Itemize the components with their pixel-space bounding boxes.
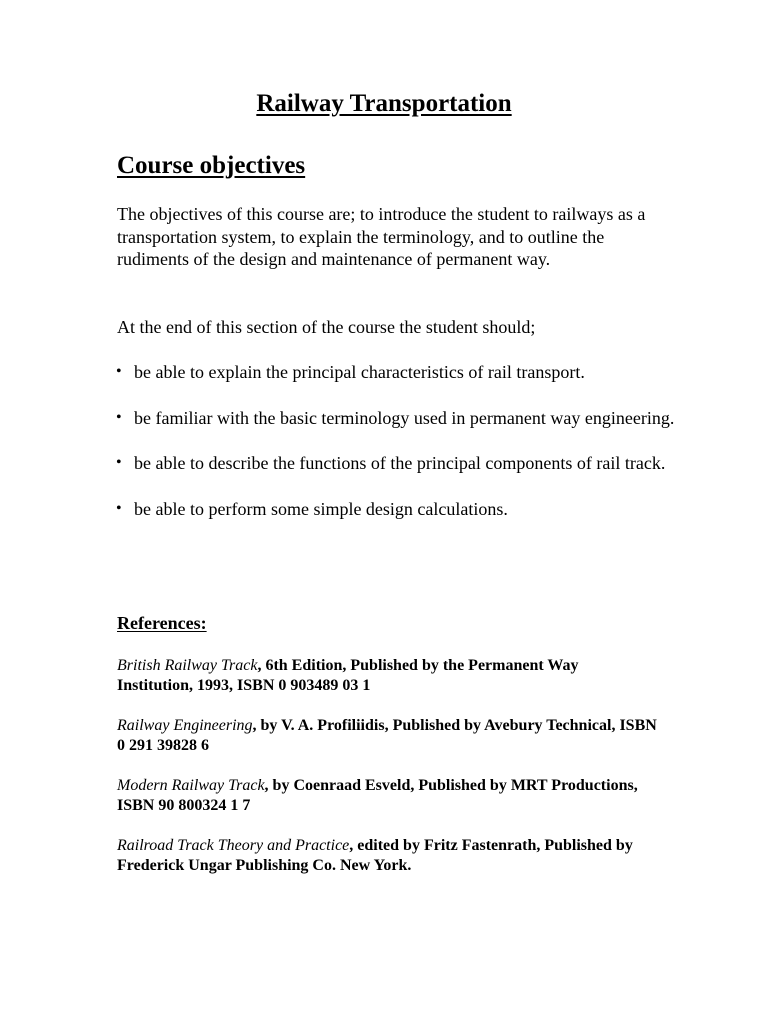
reference-item (117, 716, 657, 756)
list-item (117, 407, 677, 430)
reference-title: British Railway Track (117, 657, 258, 674)
reference-title: Modern Railway Track (117, 777, 265, 794)
reference-details: , by V. A. Profiliidis, Published by Avebury Technical, ISBN 0 291 39828 6 (117, 717, 657, 754)
list-item-text: be able to describe the functions of the principal components of rail track. (134, 453, 666, 473)
intro-paragraph: The objectives of this course are; to introduce the student to railways as a transportation system, to explain the terminology, and to outline the rudiments of the design and maintenance of permanent way. (117, 204, 646, 269)
bullet-icon: • (116, 499, 122, 517)
reference-details: , 6th Edition, Published by the Permanent Way Institution, 1993, ISBN 0 903489 03 1 (117, 657, 579, 694)
reference-item (117, 656, 657, 696)
reference-details: , edited by Fritz Fastenrath, Published by Frederick Ungar Publishing Co. New York. (117, 837, 633, 874)
list-item (117, 498, 677, 521)
list-item (117, 361, 677, 384)
objectives-list (117, 361, 677, 543)
bullet-icon: • (116, 454, 122, 471)
section-heading: Course objectives (117, 152, 306, 179)
bullet-icon: • (116, 408, 122, 426)
reference-details: , by Coenraad Esveld, Published by MRT Productions, ISBN 90 800324 1 7 (117, 777, 638, 814)
document-title: Railway Transportation (256, 90, 512, 117)
list-item (117, 452, 677, 475)
reference-item (117, 836, 657, 876)
list-item-text: be familiar with the basic terminology used in permanent way engineering. (134, 407, 675, 428)
reference-item (117, 776, 657, 816)
list-item-text: be able to explain the principal characteristics of rail transport. (134, 362, 585, 382)
list-item-text: be able to perform some simple design calculations. (134, 498, 508, 519)
reference-title: Railroad Track Theory and Practice (117, 837, 350, 854)
references-heading: References: (117, 613, 207, 633)
reference-title: Railway Engineering (117, 717, 253, 734)
bullet-icon: • (116, 363, 122, 380)
lead-paragraph: At the end of this section of the course the student should; (117, 317, 536, 337)
